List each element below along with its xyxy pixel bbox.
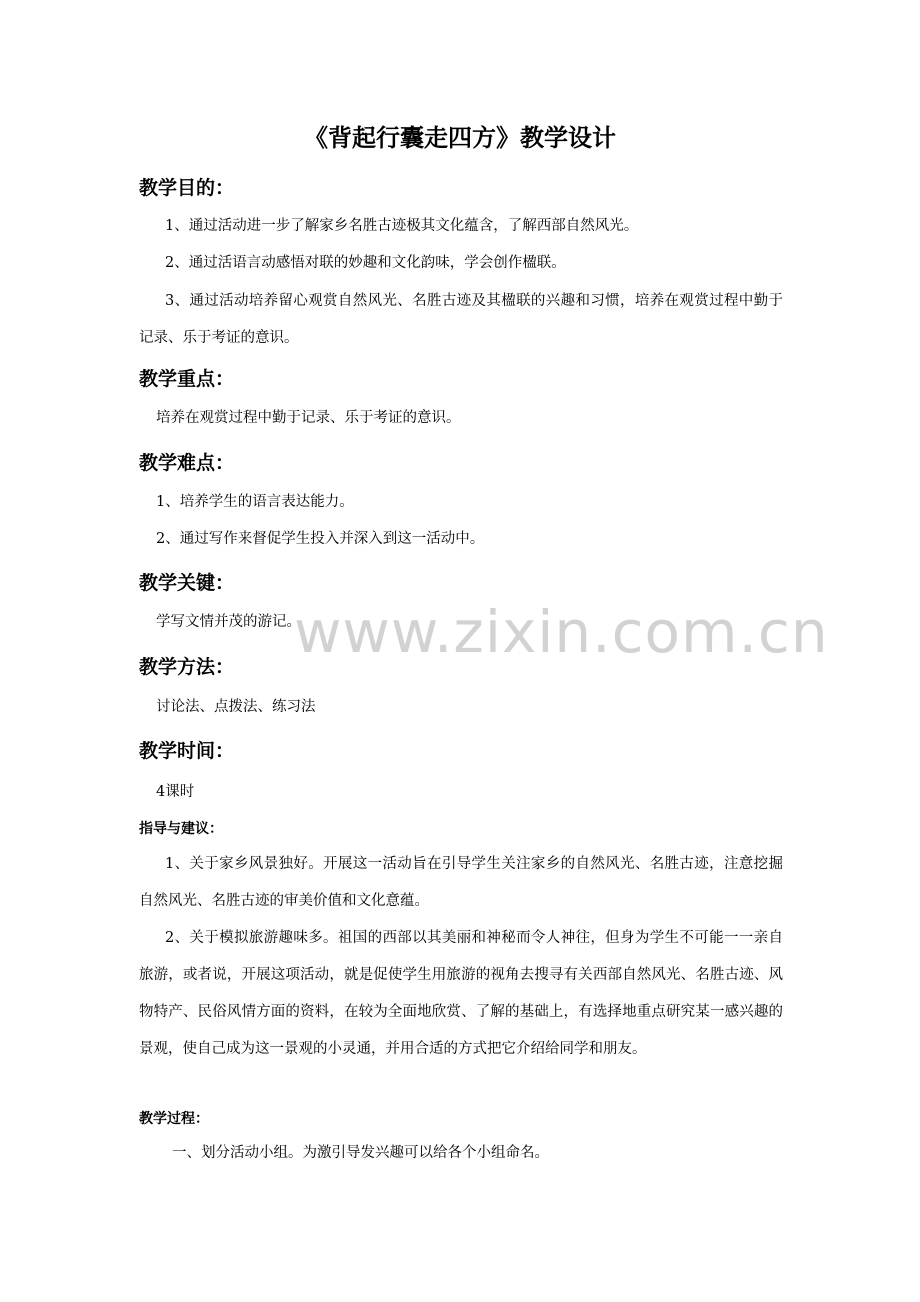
difficulty-item-1: 1、培养学生的语言表达能力。 — [156, 494, 354, 510]
time-heading: 教学时间： — [139, 740, 235, 762]
guidance-heading: 指导与建议： — [139, 821, 223, 837]
difficulty-item-2: 2、通过写作来督促学生投入并深入到这一活动中。 — [156, 531, 485, 547]
key-points-text: 培养在观赏过程中勤于记录、乐于考证的意识。 — [156, 410, 461, 426]
methods-heading: 教学方法： — [139, 656, 235, 678]
key-text: 学写文情并茂的游记。 — [156, 614, 301, 630]
process-item-1: 一、划分活动小组。为激引导发兴趣可以给各个小组命名。 — [172, 1145, 549, 1161]
methods-text: 讨论法、点拨法、练习法 — [156, 699, 316, 715]
watermark: www.zixin.com.cn — [294, 598, 829, 666]
process-heading: 教学过程： — [139, 1111, 209, 1127]
objective-item-2: 2、通过活语言动感悟对联的妙趣和文化韵味，学会创作楹联。 — [165, 255, 566, 271]
key-heading: 教学关键： — [139, 572, 235, 594]
objectives-heading: 教学目的： — [139, 177, 235, 199]
difficulties-heading: 教学难点： — [139, 452, 235, 474]
key-points-heading: 教学重点： — [139, 368, 235, 390]
guidance-item-1: 1、关于家乡风景独好。开展这一活动旨在引导学生关注家乡的自然风光、名胜古迹，注意挖掘自然风光、名胜古迹的审美价值和文化意蕴。 — [139, 856, 783, 909]
time-text: 4课时 — [156, 784, 195, 800]
document-title: 《背起行囊走四方》教学设计 — [304, 124, 616, 152]
objective-item-3: 3、通过活动培养留心观赏自然风光、名胜古迹及其楹联的兴趣和习惯，培养在观赏过程中勤于记录、乐于考证的意识。 — [139, 293, 783, 346]
objective-item-1: 1、通过活动进一步了解家乡名胜古迹极其文化蕴含，了解西部自然风光。 — [165, 218, 639, 234]
guidance-item-2: 2、关于模拟旅游趣味多。祖国的西部以其美丽和神秘而令人神往，但身为学生不可能一一亲自旅游，或者说，开展这项活动，就是促使学生用旅游的视角去搜寻有关西部自然风光、名胜古迹、风物特产、民俗风情方面的资料，在较为全面地欣赏、了解的基础上，有选择地重点研究某一感兴趣的景观，使自己成为这一景观的小灵通，并用合适的方式把它介绍给同学和朋友。 — [139, 930, 783, 1057]
